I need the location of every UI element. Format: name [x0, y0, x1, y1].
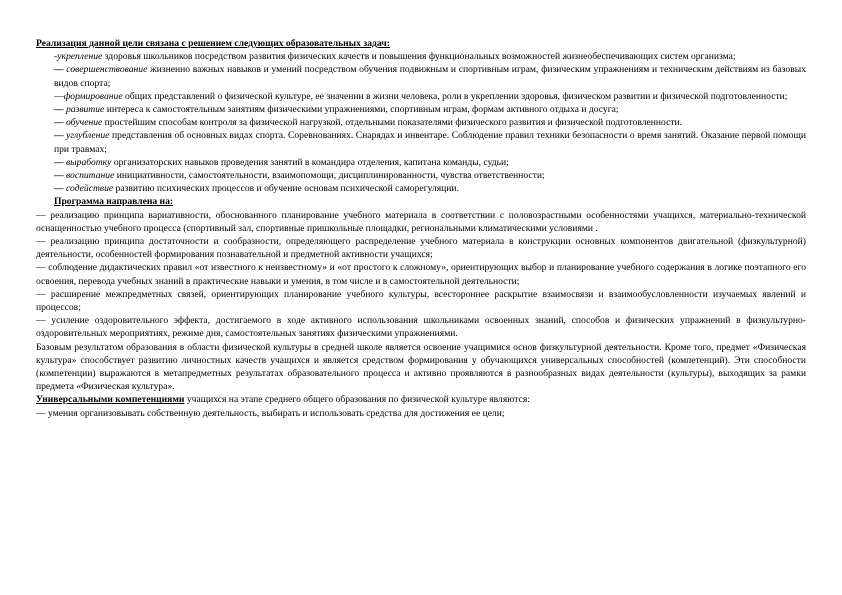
- task-item: -укрепление здоровья школьников посредством развития физических качеств и повышения функциональных возможностей жизнеобеспечивающих систем организма;: [54, 51, 736, 63]
- program-list: [36, 209, 806, 341]
- document-page: [36, 37, 806, 420]
- program-item: — соблюдение дидактических правил «от известного к неизвестному» и «от простого к сложному», ориентирующих выбор и планирование учебного содержания в логике поэтапного его освоения, перевода учебных знаний в практические навыки и умения, в том числе и в самостоятельной деятельности;: [36, 262, 806, 287]
- task-item: — выработку организаторских навыков проведения занятий в командира отделения, капитана команды, судьи;: [54, 156, 509, 168]
- competence-intro: Универсальными компетенциями учащихся на этапе среднего общего образования по физической культуре являются:: [36, 394, 530, 406]
- program-item: — реализацию принципа достаточности и сообразности, определяющего распределение учебного материала в конструкции основных компонентов двигательной (физкультурной) деятельности, особенностей формирования познавательной и предметной активности учащихся;: [36, 236, 806, 261]
- task-item: —формирование общих представлений о физической культуре, ее значении в жизни человека, роли в укреплении здоровья, физическом развитии и физической подготовленности;: [54, 90, 788, 102]
- program-item: — реализацию принципа вариативности, обоснованного планирование учебного материала в соответствии с половозрастными особенностями учащихся, материально-технической оснащенностью учебного процесса (спортивный зал, спортивные пришкольные площадки, региональными климатическими условиями .: [36, 209, 806, 234]
- task-item: — содействие развитию психических процессов и обучение основам психической саморегуляции.: [54, 183, 459, 195]
- task-item: — совершенствование жизненно важных навыков и умений посредством обучения подвижным и спортивным играм, физическим упражнениям и техническим действиям из базовых видов спорта;: [54, 64, 806, 89]
- task-item: — обучение простейшим способам контроля за физической нагрузкой, отдельными показателями физического развития и физической подготовленности.: [54, 117, 683, 129]
- program-item: — расширение межпредметных связей, ориентирующих планирование учебного культуры, всестороннее раскрытие взаимосвязи и взаимообусловленности изучаемых явлений и процессов;: [36, 288, 806, 314]
- task-item: — углубление представления об основных видах спорта. Соревнованиях. Снарядах и инвентаре. Соблюдение правил техники безопасности о время занятий. Оказание первой помощи при травмах;: [54, 130, 806, 155]
- heading: Реализация данной цели связана с решением следующих образовательных задач:: [36, 38, 390, 49]
- program-item: — усиление оздоровительного эффекта, достигаемого в ходе активного использования школьниками освоенных знаний, способов и физических упражнений в физкультурно-оздоровительных мероприятиях, режиме дня, самостоятельных занятиях физическими упражнениями.: [36, 315, 806, 340]
- program-heading: Программа направлена на:: [54, 196, 174, 208]
- tasks-list: [36, 50, 806, 195]
- result-paragraph: Базовым результатом образования в области физической культуры в средней школе является освоение учащимися основ физкультурной деятельности. Кроме того, предмет «Физическая культура» способствует развитию личностных качеств учащихся и является средством формирования у обучающихся универсальных способностей (компетенций). Эти способности (компетенции) выражаются в метапредметных результатах образовательного процесса и активно проявляются в разнообразных видах деятельности (культуры), выходящих за рамки предмета «Физическая культура».: [36, 341, 806, 393]
- task-item: — развитие интереса к самостоятельным занятиям физическими упражнениями, спортивным играм, формам активного отдыха и досуга;: [54, 104, 619, 116]
- competence-item: — умения организовывать собственную деятельность, выбирать и использовать средства для достижения ее цели;: [36, 407, 505, 419]
- task-item: — воспитание инициативности, самостоятельности, взаимопомощи, дисциплинированности, чувства ответственности;: [54, 170, 545, 182]
